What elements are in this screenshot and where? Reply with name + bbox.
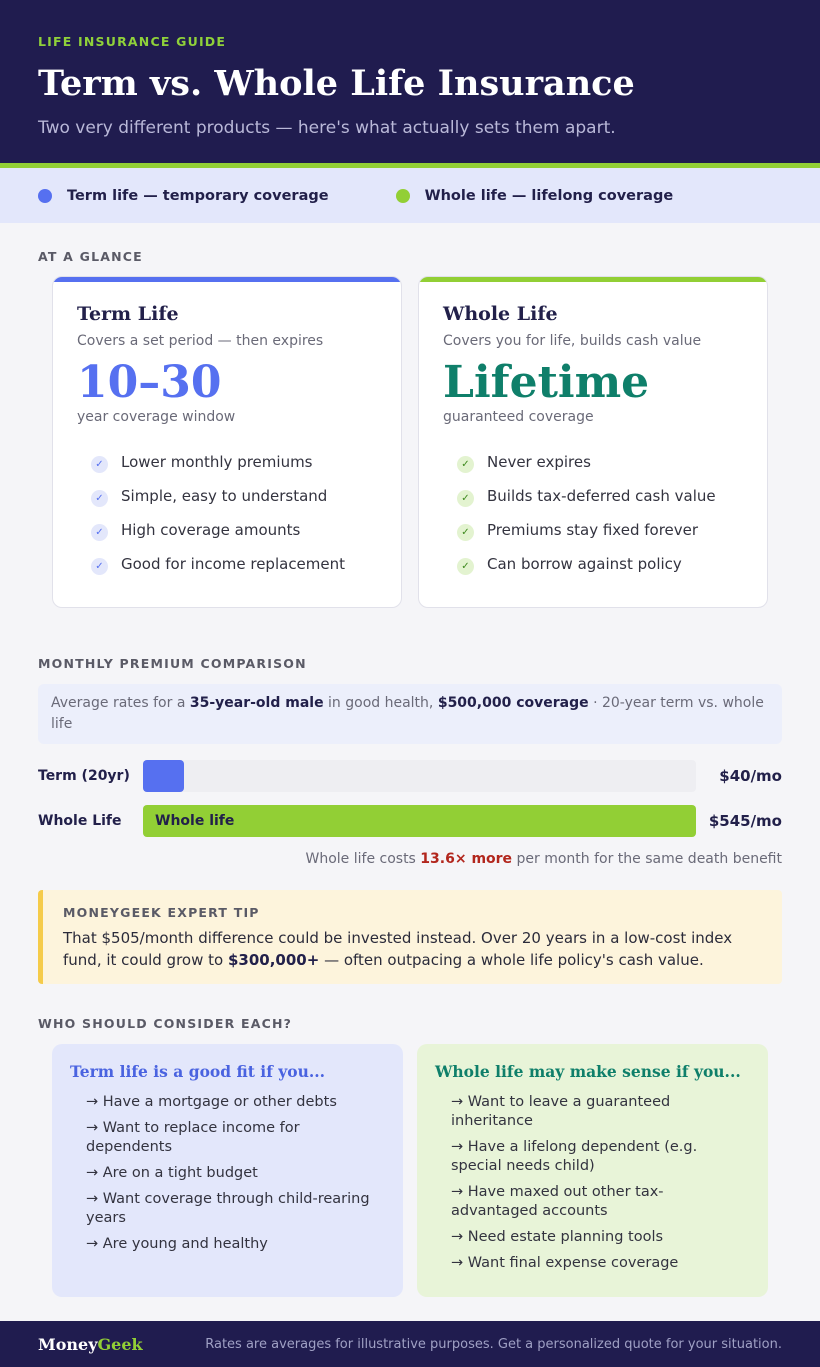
whole-feature-item	[457, 445, 743, 479]
arrow-icon: →	[86, 1236, 99, 1252]
check-icon: ✓	[91, 456, 108, 473]
bar-row-whole	[38, 805, 782, 837]
who-term-item	[86, 1235, 385, 1254]
who-term-item-text: Want coverage through child-rearing years	[86, 1191, 370, 1226]
page-title: Term vs. Whole Life Insurance	[38, 63, 635, 104]
note-text-1: Average rates for a	[51, 695, 190, 711]
eyebrow: LIFE INSURANCE GUIDE	[38, 34, 227, 49]
tip-text-post: — often outpacing a whole life policy's cash value.	[319, 951, 704, 969]
header	[0, 0, 820, 163]
glance-heading: AT A GLANCE	[38, 249, 143, 264]
note-text-2: in good health,	[323, 695, 438, 711]
note-text-3: · 20-year term vs. whole life	[51, 695, 764, 732]
check-icon: ✓	[91, 558, 108, 575]
who-whole-item	[451, 1138, 750, 1176]
who-whole-item-text: Want final expense coverage	[467, 1255, 679, 1271]
term-card-topbar	[53, 277, 401, 282]
legend	[0, 168, 820, 223]
term-feature-item	[91, 445, 377, 479]
brand-logo	[38, 1335, 143, 1354]
check-icon: ✓	[457, 558, 474, 575]
check-icon: ✓	[457, 490, 474, 507]
who-whole-item-text: Want to leave a guaranteed inheritance	[451, 1094, 671, 1129]
term-feature-text: Good for income replacement	[121, 555, 346, 574]
arrow-icon: →	[86, 1165, 99, 1181]
bar-track-term	[143, 760, 696, 792]
premium-heading: MONTHLY PREMIUM COMPARISON	[38, 656, 307, 671]
whole-card-desc: Covers you for life, builds cash value	[443, 333, 702, 349]
arrow-icon: →	[86, 1120, 99, 1136]
term-feature-item	[91, 513, 377, 547]
term-card	[52, 276, 402, 608]
who-term-item	[86, 1119, 385, 1157]
tip-text-pre: That $505/month difference could be invested instead. Over 20 years in a low-cost index fund, it could grow to	[63, 929, 733, 969]
expert-tip	[38, 890, 782, 984]
check-icon: ✓	[91, 524, 108, 541]
check-icon: ✓	[457, 524, 474, 541]
who-whole-item	[451, 1183, 750, 1221]
who-whole-title: Whole life may make sense if you...	[435, 1062, 741, 1081]
brand-geek: Geek	[97, 1334, 143, 1354]
bar-row-term	[38, 760, 782, 792]
term-card-big-sub: year coverage window	[77, 409, 236, 426]
arrow-icon: →	[451, 1139, 464, 1155]
arrow-icon: →	[86, 1094, 99, 1110]
who-term-item-text: Are young and healthy	[102, 1236, 268, 1252]
tip-text	[63, 927, 762, 971]
who-whole-item	[451, 1093, 750, 1131]
who-term-item	[86, 1093, 385, 1112]
who-heading: WHO SHOULD CONSIDER EACH?	[38, 1016, 293, 1031]
whole-card-big: Lifetime	[443, 357, 650, 408]
term-card-title: Term Life	[77, 303, 179, 325]
whole-feature-item	[457, 547, 743, 581]
term-card-desc: Covers a set period — then expires	[77, 333, 324, 349]
glance-cards	[0, 276, 820, 608]
legend-term	[38, 188, 329, 204]
arrow-icon: →	[86, 1191, 99, 1207]
whole-feature-text: Builds tax-deferred cash value	[487, 487, 716, 506]
whole-feature-text: Never expires	[487, 453, 591, 472]
arrow-icon: →	[451, 1184, 464, 1200]
who-whole-card	[417, 1044, 768, 1297]
who-term-card	[52, 1044, 403, 1297]
whole-features	[443, 445, 743, 581]
arrow-icon: →	[451, 1229, 464, 1245]
whole-card-topbar	[419, 277, 767, 282]
bar-name-term: Term (20yr)	[38, 767, 130, 784]
term-feature-text: Simple, easy to understand	[121, 487, 328, 506]
brand-money: Money	[38, 1334, 98, 1354]
cost-comparison	[0, 851, 782, 867]
who-whole-item	[451, 1254, 750, 1273]
who-whole-list	[435, 1093, 750, 1273]
whole-feature-item	[457, 479, 743, 513]
arrow-icon: →	[451, 1255, 464, 1271]
check-icon: ✓	[91, 490, 108, 507]
page-subtitle: Two very different products — here's what actually sets them apart.	[38, 118, 616, 138]
who-whole-item-text: Have maxed out other tax-advantaged accounts	[451, 1184, 664, 1219]
bar-fill-term	[143, 760, 184, 792]
arrow-icon: →	[451, 1094, 464, 1110]
term-card-big: 10–30	[77, 357, 222, 408]
legend-whole-label: Whole life — lifelong coverage	[424, 187, 674, 204]
who-cards	[0, 1044, 820, 1297]
who-term-list	[70, 1093, 385, 1254]
whole-card-big-sub: guaranteed coverage	[443, 409, 594, 426]
whole-card	[418, 276, 768, 608]
footer-disclaimer: Rates are averages for illustrative purposes. Get a personalized quote for your situation.	[205, 1336, 782, 1352]
term-dot-icon	[38, 189, 52, 203]
note-bold-1: 35-year-old male	[189, 695, 324, 711]
bar-value-term: $40/mo	[719, 767, 782, 785]
compare-highlight: 13.6× more	[420, 851, 513, 867]
bar-name-whole: Whole Life	[38, 812, 122, 829]
legend-term-label: Term life — temporary coverage	[67, 187, 329, 204]
check-icon: ✓	[457, 456, 474, 473]
term-features	[77, 445, 377, 581]
who-term-item-text: Are on a tight budget	[102, 1165, 258, 1181]
bar-fill-whole: Whole life	[143, 805, 696, 837]
tip-title: MONEYGEEK EXPERT TIP	[63, 905, 260, 920]
compare-pre: Whole life costs	[305, 851, 421, 867]
who-term-item	[86, 1164, 385, 1183]
legend-whole	[396, 188, 674, 204]
who-term-item-text: Have a mortgage or other debts	[102, 1094, 337, 1110]
note-bold-2: $500,000 coverage	[437, 695, 589, 711]
term-feature-item	[91, 479, 377, 513]
whole-feature-item	[457, 513, 743, 547]
term-feature-text: Lower monthly premiums	[121, 453, 313, 472]
whole-card-title: Whole Life	[443, 303, 558, 325]
footer	[0, 1321, 820, 1367]
term-feature-text: High coverage amounts	[121, 521, 301, 540]
whole-feature-text: Premiums stay fixed forever	[487, 521, 699, 540]
who-term-title: Term life is a good fit if you...	[70, 1062, 326, 1081]
whole-feature-text: Can borrow against policy	[487, 555, 682, 574]
compare-post: per month for the same death benefit	[512, 851, 782, 867]
who-whole-item-text: Need estate planning tools	[467, 1229, 664, 1245]
bar-value-whole: $545/mo	[708, 812, 782, 830]
who-term-item	[86, 1190, 385, 1228]
whole-dot-icon	[396, 189, 410, 203]
who-whole-item	[451, 1228, 750, 1247]
term-feature-item	[91, 547, 377, 581]
who-whole-item-text: Have a lifelong dependent (e.g. special needs child)	[451, 1139, 698, 1174]
who-term-item-text: Want to replace income for dependents	[86, 1120, 300, 1155]
premium-note	[38, 684, 782, 744]
bar-track-whole	[143, 805, 696, 837]
tip-text-bold: $300,000+	[227, 951, 320, 969]
